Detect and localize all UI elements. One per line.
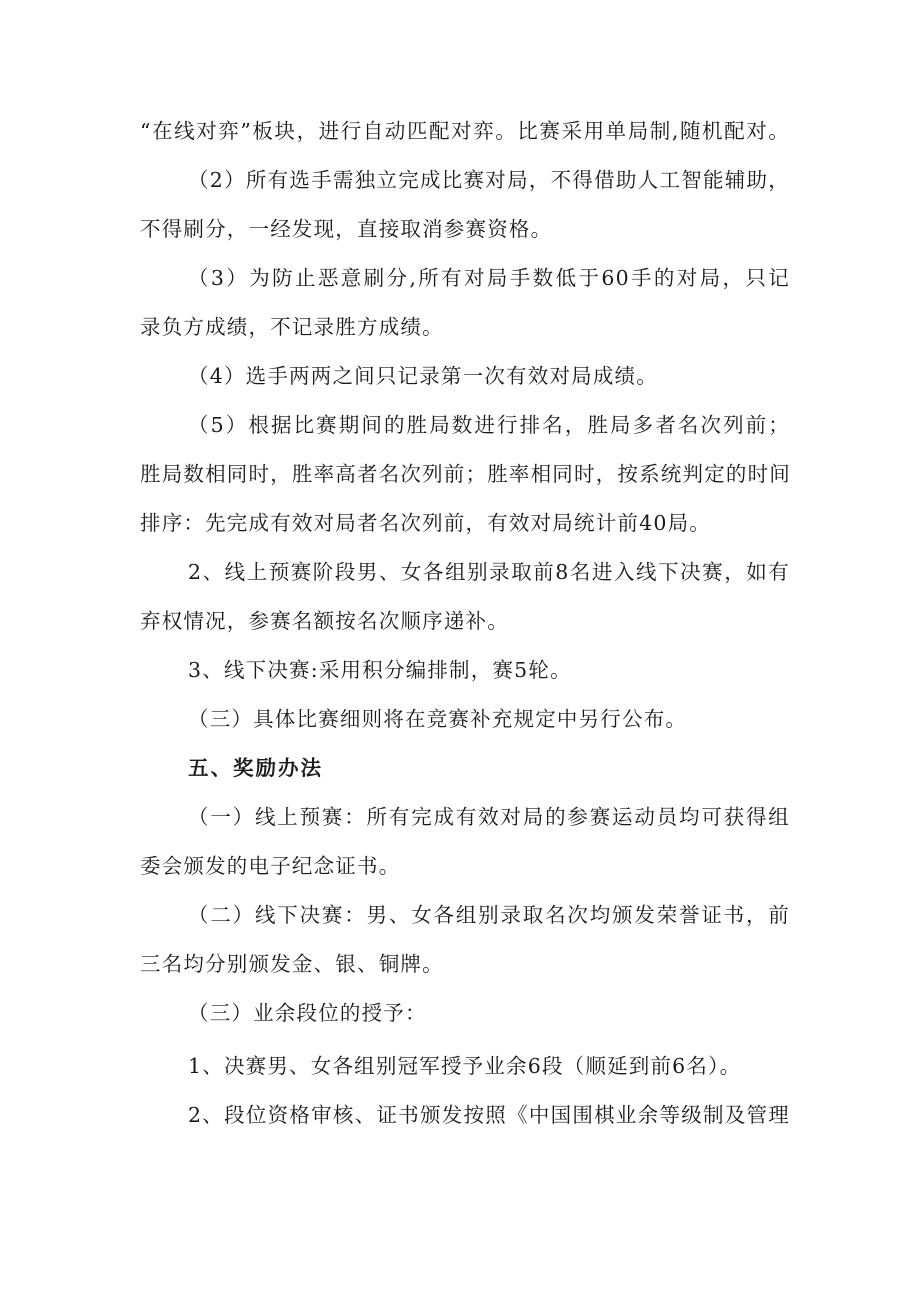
paragraph-line: （一）线上预赛：所有完成有效对局的参赛运动员均可获得组 — [188, 805, 790, 829]
paragraph-line: 录负方成绩，不记录胜方成绩。 — [140, 315, 444, 339]
paragraph-line: 排序：先完成有效对局者名次列前，有效对局统计前40局。 — [140, 511, 711, 535]
paragraph-line: 2、段位资格审核、证书颁发按照《中国围棋业余等级制及管理 — [188, 1103, 790, 1127]
paragraph-line: （5）根据比赛期间的胜局数进行排名，胜局多者名次列前； — [188, 413, 790, 437]
paragraph-line: “在线对弈”板块，进行自动匹配对弈。比赛采用单局制,随机配对。 — [140, 119, 790, 143]
paragraph-line: （三）业余段位的授予： — [188, 1001, 427, 1025]
paragraph-line: 胜局数相同时，胜率高者名次列前；胜率相同时，按系统判定的时间 — [140, 462, 791, 486]
paragraph-line: （4）选手两两之间只记录第一次有效对局成绩。 — [188, 364, 658, 388]
paragraph-line: 3、线下决赛:采用积分编排制，赛5轮。 — [188, 658, 572, 682]
paragraph-line: （2）所有选手需独立完成比赛对局，不得借助人工智能辅助， — [188, 168, 790, 192]
paragraph-line: 不得刷分，一经发现，直接取消参赛资格。 — [140, 217, 553, 241]
paragraph-line: （三）具体比赛细则将在竞赛补充规定中另行公布。 — [188, 707, 688, 731]
paragraph-line: 2、线上预赛阶段男、女各组别录取前8名进入线下决赛，如有 — [188, 560, 790, 584]
paragraph-line: 三名均分别颁发金、银、铜牌。 — [140, 952, 444, 976]
section-heading: 五、奖励办法 — [188, 756, 323, 780]
paragraph-line: （二）线下决赛：男、女各组别录取名次均颁发荣誉证书，前 — [188, 903, 790, 927]
paragraph-line: （3）为防止恶意刷分,所有对局手数低于60手的对局，只记 — [188, 266, 790, 290]
paragraph-line: 弃权情况，参赛名额按名次顺序递补。 — [140, 609, 509, 633]
paragraph-line: 委会颁发的电子纪念证书。 — [140, 854, 401, 878]
paragraph-line: 1、决赛男、女各组别冠军授予业余6段（顺延到前6名）。 — [188, 1054, 742, 1078]
